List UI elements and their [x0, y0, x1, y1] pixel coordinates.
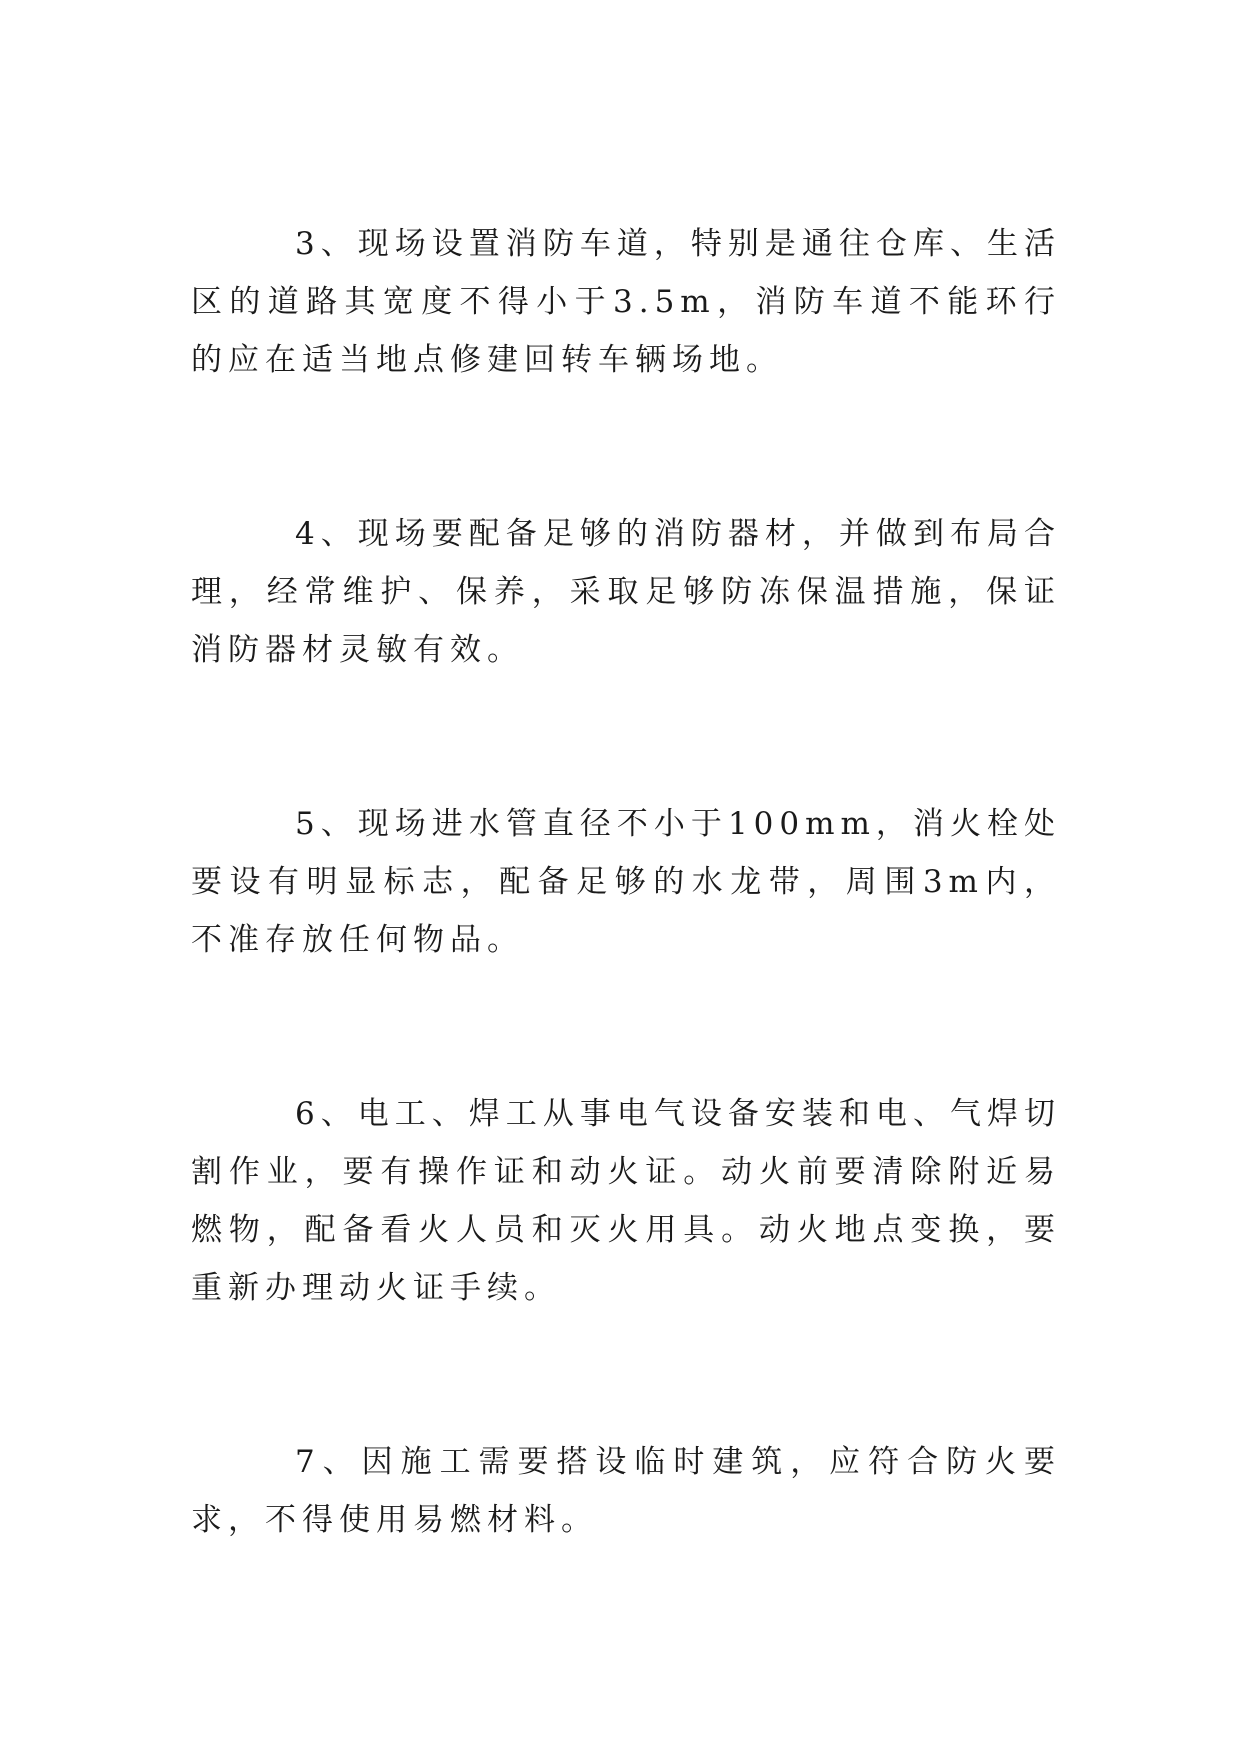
paragraph-item-5: 5、现场进水管直径不小于100mm，消火栓处要设有明显标志，配备足够的水龙带，周围3m内，不准存放任何物品。 — [191, 806, 1061, 958]
paragraph-item-7: 7、因施工需要搭设临时建筑，应符合防火要求，不得使用易燃材料。 — [191, 1444, 1061, 1538]
paragraph-item-6: 6、电工、焊工从事电气设备安装和电、气焊切割作业，要有操作证和动火证。动火前要清除附近易燃物，配备看火人员和灭火用具。动火地点变换，要重新办理动火证手续。 — [191, 1096, 1061, 1306]
paragraph-item-4: 4、现场要配备足够的消防器材，并做到布局合理，经常维护、保养，采取足够防冻保温措施，保证消防器材灵敏有效。 — [191, 516, 1061, 668]
paragraph-item-3: 3、现场设置消防车道，特别是通往仓库、生活区的道路其宽度不得小于3.5m，消防车道不能环行的应在适当地点修建回转车辆场地。 — [191, 226, 1061, 378]
